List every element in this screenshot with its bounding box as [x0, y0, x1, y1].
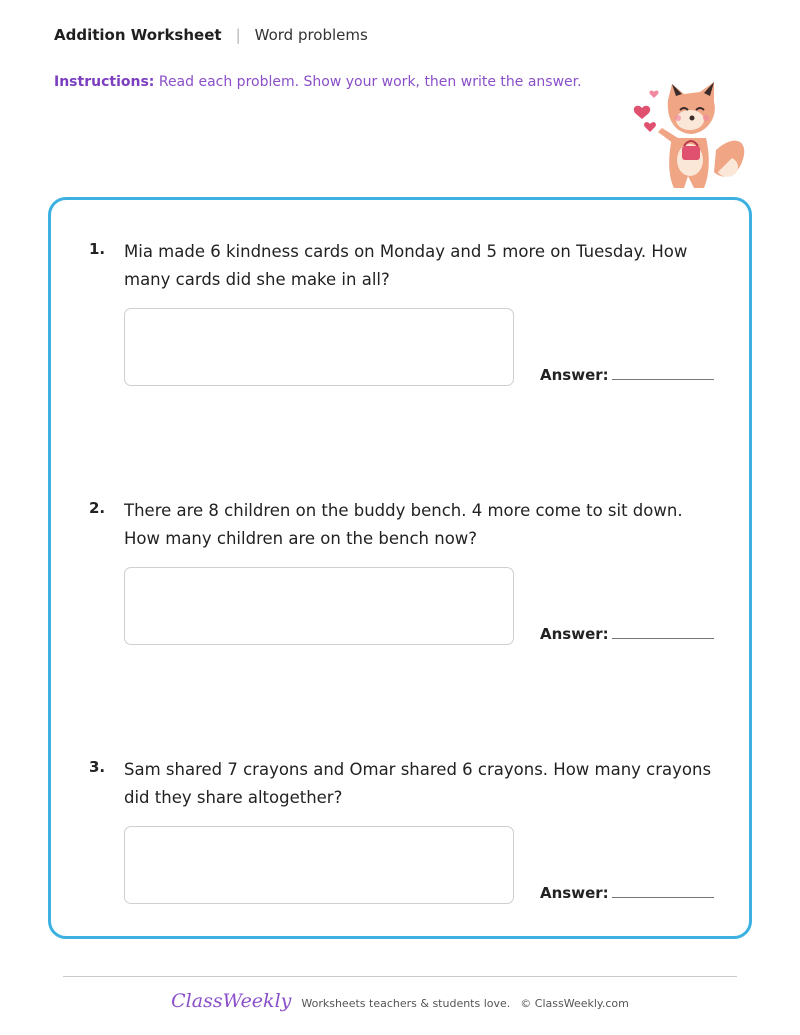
instructions-text: Read each problem. Show your work, then write the answer. — [158, 74, 582, 90]
answer-label: Answer: — [540, 625, 609, 643]
problems-card — [48, 197, 752, 939]
work-box[interactable] — [124, 567, 514, 645]
footer-divider — [63, 976, 737, 977]
footer — [0, 990, 800, 1012]
instructions-lead: Instructions: — [54, 74, 155, 90]
instructions — [54, 74, 582, 90]
footer-tagline: Worksheets teachers & students love. — [301, 997, 511, 1010]
brand-logo: ClassWeekly — [171, 990, 292, 1012]
problem-number: 2. — [89, 499, 106, 517]
answer-label: Answer: — [540, 366, 609, 384]
work-box[interactable] — [124, 826, 514, 904]
problem-text: There are 8 children on the buddy bench. 4 more come to sit down. How many children are on the bench now? — [124, 501, 683, 548]
worksheet-title: Addition Worksheet — [54, 26, 222, 44]
problem-number: 1. — [89, 240, 106, 258]
problem-text: Sam shared 7 crayons and Omar shared 6 crayons. How many crayons did they share altogether? — [124, 760, 712, 807]
problem-text: Mia made 6 kindness cards on Monday and 5 more on Tuesday. How many cards did she make in all? — [124, 242, 688, 289]
fox-with-hearts-icon — [628, 80, 748, 198]
header-separator: | — [235, 26, 241, 44]
answer-line[interactable] — [612, 897, 714, 898]
answer-line[interactable] — [612, 638, 714, 639]
answer-line[interactable] — [612, 379, 714, 380]
footer-copyright: © ClassWeekly.com — [520, 997, 629, 1010]
work-box[interactable] — [124, 308, 514, 386]
worksheet-subtitle: Word problems — [254, 26, 368, 44]
worksheet-header — [54, 26, 368, 44]
answer-label: Answer: — [540, 884, 609, 902]
problem-number: 3. — [89, 758, 106, 776]
